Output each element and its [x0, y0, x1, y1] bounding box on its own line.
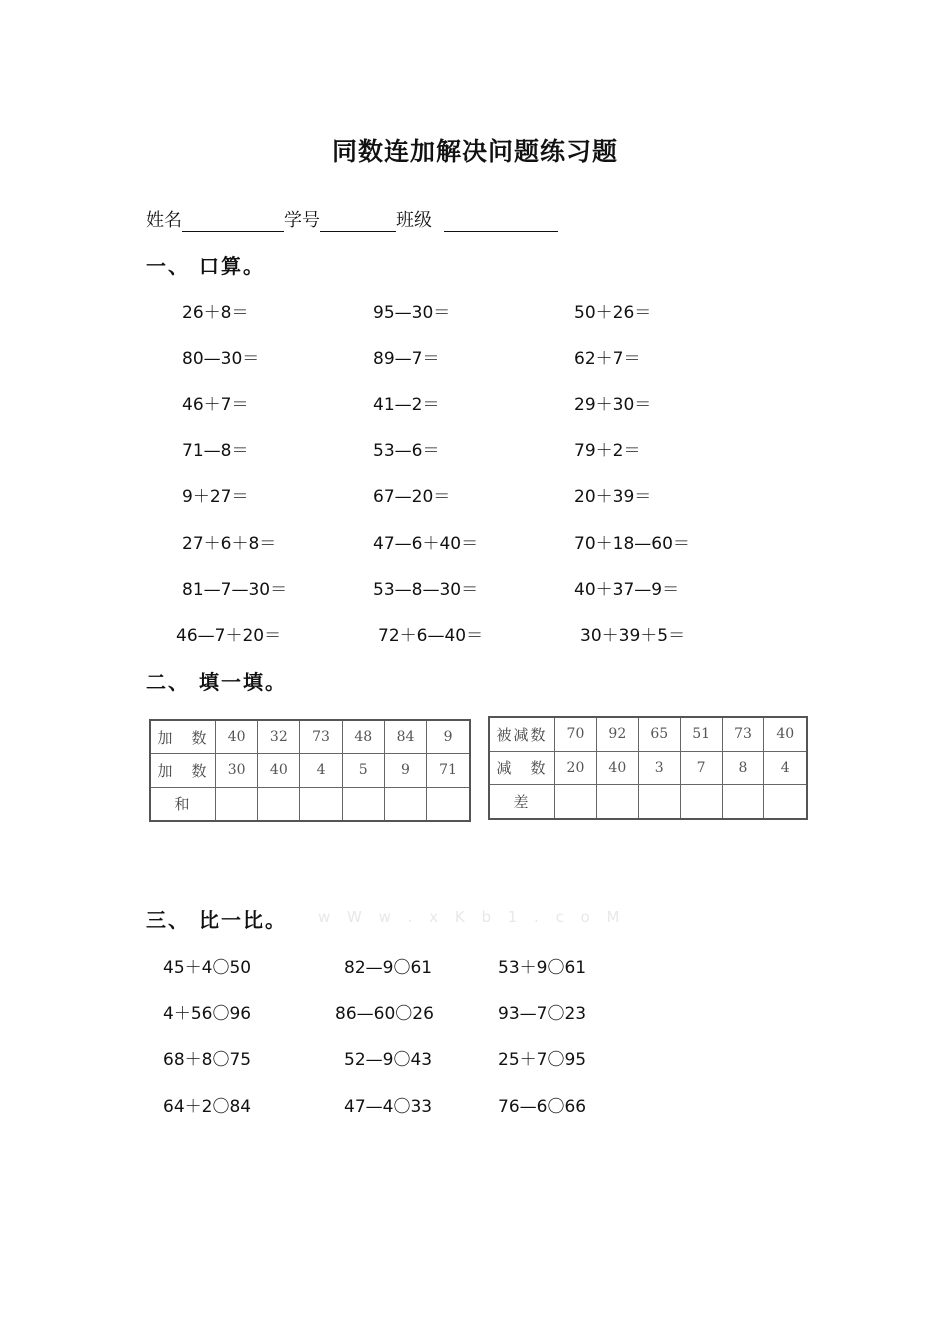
table-row — [489, 717, 807, 751]
compare-problem: 25＋7〇95 — [498, 1050, 587, 1070]
table-row — [489, 751, 807, 784]
answer-cell[interactable] — [596, 785, 638, 819]
math-problem: 80—30＝ — [182, 349, 260, 369]
answer-cell[interactable] — [342, 787, 384, 821]
compare-problem: 82—9〇61 — [344, 958, 433, 978]
value-cell: 51 — [680, 717, 722, 751]
math-problem: 41—2＝ — [373, 395, 440, 415]
math-problem: 29＋30＝ — [574, 395, 652, 415]
math-problem: 53—6＝ — [373, 441, 440, 461]
row-label: 和 — [150, 787, 216, 821]
value-cell: 48 — [342, 720, 384, 754]
table-row — [150, 754, 470, 787]
math-problem: 46—7＋20＝ — [176, 626, 282, 646]
value-cell: 73 — [722, 717, 764, 751]
math-problem: 46＋7＝ — [182, 395, 249, 415]
value-cell: 3 — [638, 751, 680, 784]
math-problem: 79＋2＝ — [574, 441, 641, 461]
class-field[interactable] — [444, 211, 558, 232]
compare-problem: 76—6〇66 — [498, 1097, 587, 1117]
value-cell: 40 — [216, 720, 258, 754]
math-problem: 81—7—30＝ — [182, 580, 288, 600]
math-problem: 50＋26＝ — [574, 303, 652, 323]
answer-cell[interactable] — [384, 787, 426, 821]
subtraction-table — [488, 716, 808, 820]
value-cell: 84 — [384, 720, 426, 754]
table-row — [150, 787, 470, 821]
value-cell: 20 — [555, 751, 597, 784]
answer-cell[interactable] — [722, 785, 764, 819]
row-label: 被减数 — [489, 717, 555, 751]
section-3-heading: 三、 比一比。 — [146, 908, 287, 932]
math-problem: 70＋18—60＝ — [574, 534, 690, 554]
math-problem: 30＋39＋5＝ — [580, 626, 686, 646]
row-label: 加 数 — [150, 720, 216, 754]
value-cell: 71 — [427, 754, 470, 787]
compare-problem: 93—7〇23 — [498, 1004, 587, 1024]
table-row — [489, 785, 807, 819]
id-field[interactable] — [320, 211, 396, 232]
compare-problem: 47—4〇33 — [344, 1097, 433, 1117]
math-problem: 26＋8＝ — [182, 303, 249, 323]
student-info — [146, 206, 558, 232]
class-label: 班级 — [396, 210, 432, 231]
name-label: 姓名 — [146, 210, 182, 231]
math-problem: 72＋6—40＝ — [378, 626, 484, 646]
value-cell: 70 — [555, 717, 597, 751]
value-cell: 32 — [258, 720, 300, 754]
id-label: 学号 — [284, 210, 320, 231]
math-problem: 20＋39＝ — [574, 487, 652, 507]
answer-cell[interactable] — [216, 787, 258, 821]
compare-problem: 52—9〇43 — [344, 1050, 433, 1070]
value-cell: 73 — [300, 720, 342, 754]
value-cell: 9 — [427, 720, 470, 754]
math-problem: 27＋6＋8＝ — [182, 534, 277, 554]
value-cell: 65 — [638, 717, 680, 751]
value-cell: 5 — [342, 754, 384, 787]
math-problem: 47—6＋40＝ — [373, 534, 479, 554]
math-problem: 95—30＝ — [373, 303, 451, 323]
math-problem: 40＋37—9＝ — [574, 580, 680, 600]
math-problem: 62＋7＝ — [574, 349, 641, 369]
table-row — [150, 720, 470, 754]
page-title: 同数连加解决问题练习题 — [331, 137, 618, 166]
value-cell: 30 — [216, 754, 258, 787]
compare-problem: 68＋8〇75 — [163, 1050, 252, 1070]
compare-problem: 45＋4〇50 — [163, 958, 252, 978]
compare-problem: 64＋2〇84 — [163, 1097, 252, 1117]
answer-cell[interactable] — [300, 787, 342, 821]
addition-table — [149, 719, 471, 822]
math-problem: 89—7＝ — [373, 349, 440, 369]
section-1-heading: 一、 口算。 — [146, 254, 265, 278]
name-field[interactable] — [182, 211, 284, 232]
section-2-heading: 二、 填一填。 — [146, 670, 287, 694]
answer-cell[interactable] — [258, 787, 300, 821]
math-problem: 71—8＝ — [182, 441, 249, 461]
compare-problem: 86—60〇26 — [335, 1004, 434, 1024]
answer-cell[interactable] — [555, 785, 597, 819]
value-cell: 4 — [300, 754, 342, 787]
row-label: 加 数 — [150, 754, 216, 787]
answer-cell[interactable] — [680, 785, 722, 819]
compare-problem: 53＋9〇61 — [498, 958, 587, 978]
row-label: 差 — [489, 785, 555, 819]
value-cell: 40 — [596, 751, 638, 784]
value-cell: 40 — [764, 717, 807, 751]
value-cell: 4 — [764, 751, 807, 784]
math-problem: 9＋27＝ — [182, 487, 249, 507]
value-cell: 7 — [680, 751, 722, 784]
answer-cell[interactable] — [764, 785, 807, 819]
math-problem: 67—20＝ — [373, 487, 451, 507]
value-cell: 9 — [384, 754, 426, 787]
answer-cell[interactable] — [638, 785, 680, 819]
watermark: w W w . x K b 1 . c o M — [318, 908, 626, 926]
compare-problem: 4＋56〇96 — [163, 1004, 252, 1024]
row-label: 减 数 — [489, 751, 555, 784]
value-cell: 92 — [596, 717, 638, 751]
value-cell: 8 — [722, 751, 764, 784]
answer-cell[interactable] — [427, 787, 470, 821]
math-problem: 53—8—30＝ — [373, 580, 479, 600]
value-cell: 40 — [258, 754, 300, 787]
